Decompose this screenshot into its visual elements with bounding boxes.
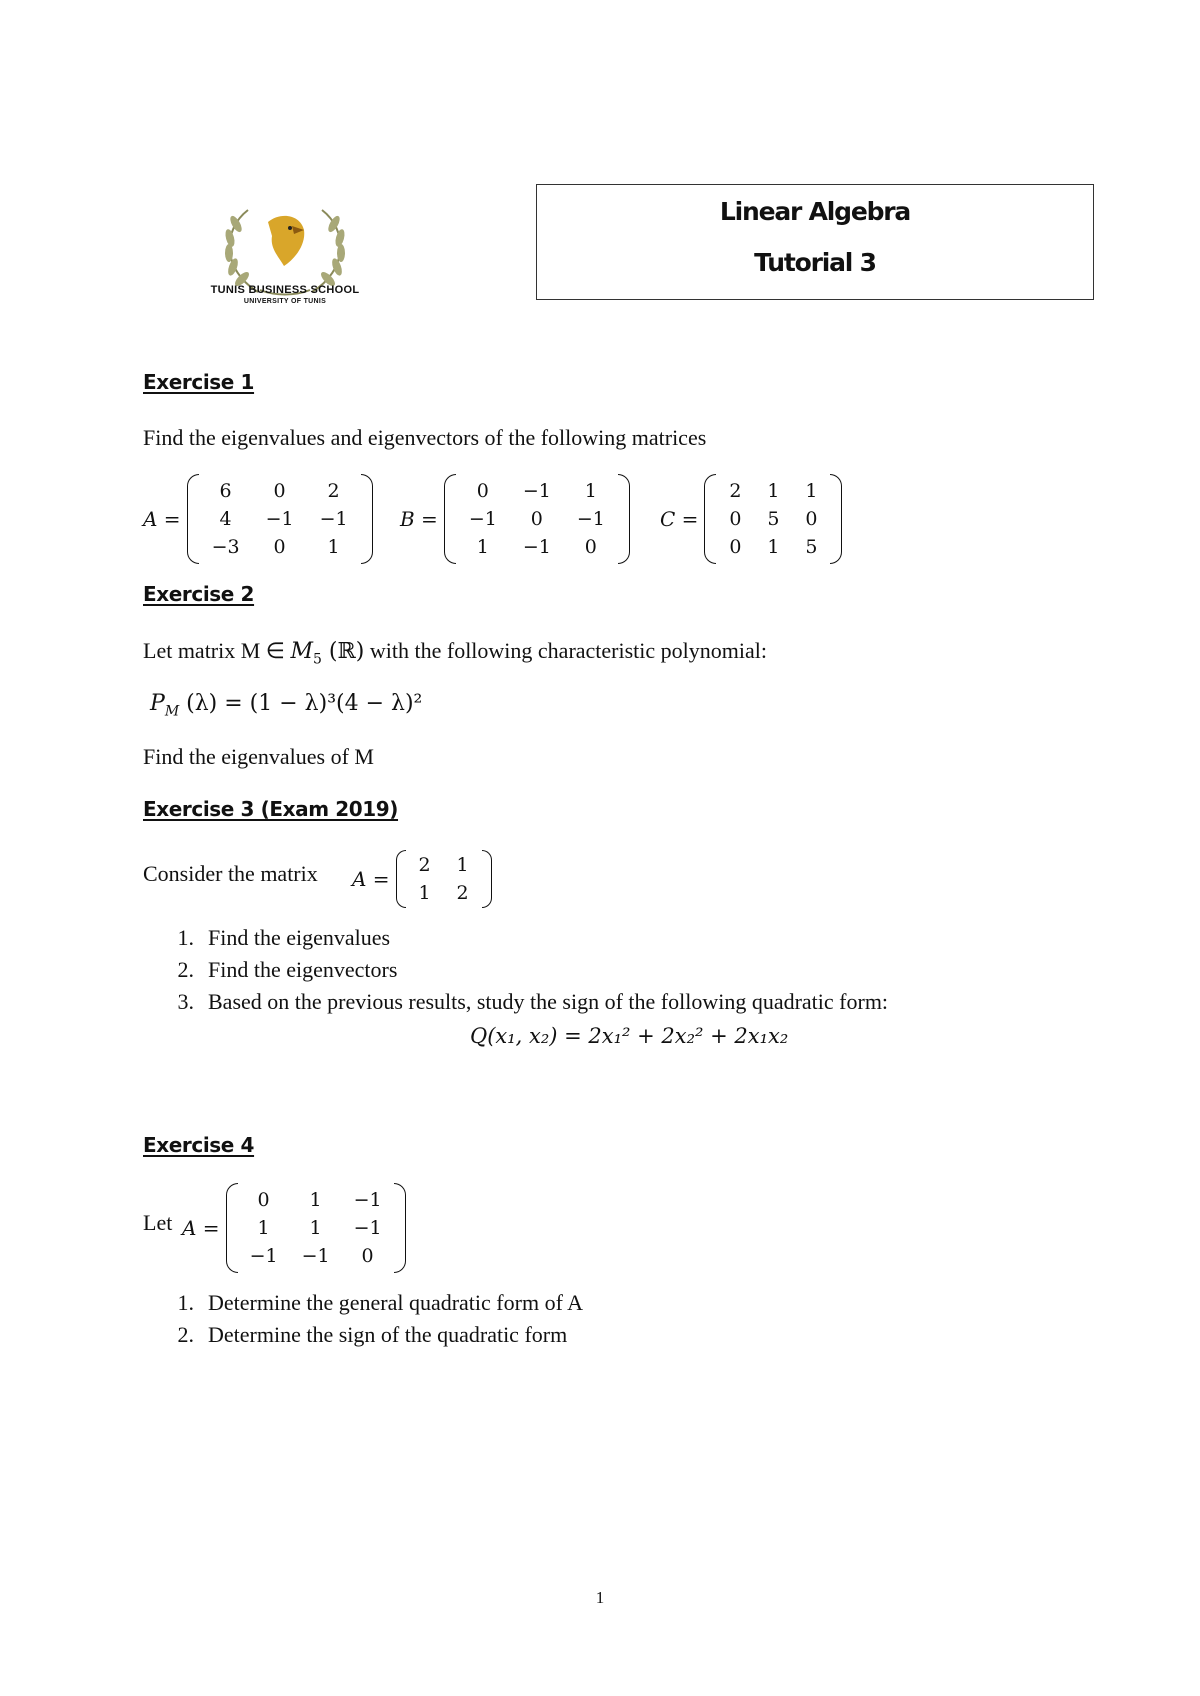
document-subtitle: Tutorial 3 <box>754 248 876 277</box>
matrix-label: A = <box>182 1216 220 1240</box>
document-title: Linear Algebra <box>719 197 911 226</box>
quadratic-form-equation: Q(x₁, x₂) = 2x₁² + 2x₂² + 2x₁x₂ <box>470 1024 789 1048</box>
matrix-label: B = <box>400 507 438 531</box>
document-page: TUNIS BUSINESS SCHOOL UNIVERSITY OF TUNIS Linear Algebra Tutorial 3 Exercise 1 Find the eigenvalues and eigenvectors of the following matrices A = 6 0 2 4 −1 −1 −3 0 1 B = 0 −1 1 −1 0 −1 1 −1 0 C = 2 1 1 0 5 0 0 1 5 Exercise 2 Let matrix M ∈ $M_5$ (ℝ) with the following characteristic polynomial: $P_M$ (λ) = (1 − λ)³(4 − λ)² Find the eigenvalues of M Exercise 3 (Exam 2019) Consider the matrix A = 2 1 1 2 1. Find the eigenvalues 2. Find the eigenvectors 3. Based on the previous results, study the sign of the following quadratic form: Q(x₁, x₂) = 2x₁² + 2x₂² + 2x₁x₂ Exercise 4 Let A = 0 1 −1 1 1 −1 −1 −1 0 1. Determine the general quadratic form of A 2. Determine the sign of the quadratic form 1 <box>0 0 1200 1696</box>
matrix-label: A = <box>143 507 181 531</box>
matrix-b-ex1: B = 0 −1 1 −1 0 −1 1 −1 0 <box>400 474 630 564</box>
exercise-4-intro: Let <box>143 1210 173 1235</box>
matrix-label: A = <box>352 867 390 891</box>
logo-subcaption: UNIVERSITY OF TUNIS <box>243 298 327 305</box>
page-number: 1 <box>595 1588 605 1607</box>
exercise-3-heading: Exercise 3 (Exam 2019) <box>143 797 399 821</box>
exercise-2-text: Let matrix M ∈ $M_5$ (ℝ) with the following characteristic polynomial: <box>143 638 767 668</box>
exercise-4-heading: Exercise 4 <box>143 1133 255 1157</box>
exercise-2-task: Find the eigenvalues of M <box>143 744 374 769</box>
matrix-a-ex3: A = 2 1 1 2 <box>352 850 492 908</box>
matrix-a-ex4: A = 0 1 −1 1 1 −1 −1 −1 0 <box>182 1183 406 1273</box>
matrix-label: C = <box>660 507 699 531</box>
exercise-2-heading: Exercise 2 <box>143 582 255 606</box>
matrix-c-ex1: C = 2 1 1 0 5 0 0 1 5 <box>660 474 842 564</box>
characteristic-polynomial: $P_M$ (λ) = (1 − λ)³(4 − λ)² <box>150 691 423 720</box>
exercise-1-text: Find the eigenvalues and eigenvectors of the following matrices <box>143 425 707 450</box>
exercise-1-heading: Exercise 1 <box>143 370 255 394</box>
logo-caption: TUNIS BUSINESS SCHOOL <box>210 284 360 296</box>
matrix-a-ex1: A = 6 0 2 4 −1 −1 −3 0 1 <box>143 474 373 564</box>
exercise-3-intro: Consider the matrix <box>143 861 318 886</box>
title-box <box>536 184 1094 300</box>
